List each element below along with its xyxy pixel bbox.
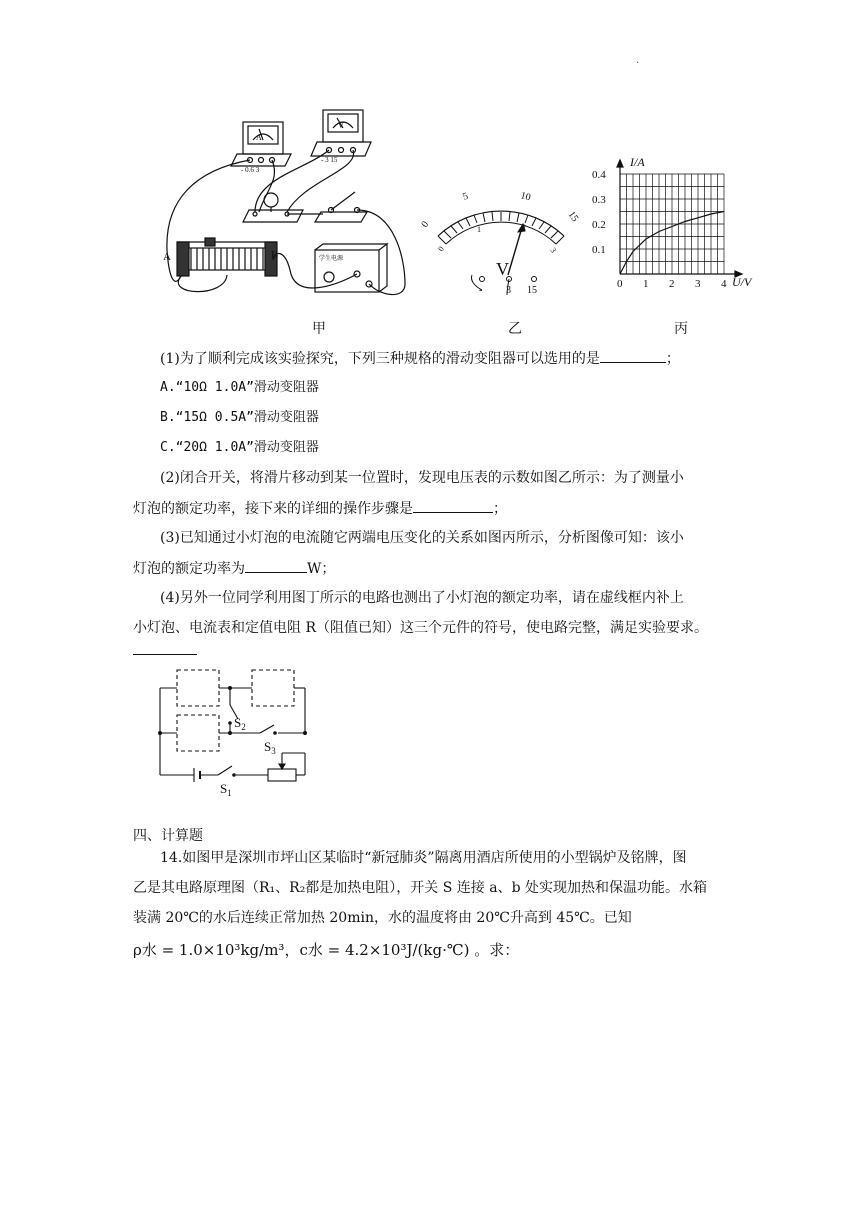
rheostat: [268, 769, 296, 781]
question-3-line-1: (3)已知通过小灯泡的电流随它两端电压变化的关系如图丙所示，分析图像可知：该小: [160, 530, 684, 546]
problem-14-line-3: 装满 20℃的水后连续正常加热 20min，水的温度将由 20℃升高到 45℃。已知: [133, 910, 632, 926]
option-a: A.“10Ω 1.0A”滑动变阻器: [160, 380, 319, 395]
terminal-minus: -: [479, 285, 483, 296]
formula-c: c水 = 4.2×10³J/(kg·℃): [299, 941, 470, 959]
figure-ding-circuit: [150, 665, 320, 800]
outer-tick-0: 0: [419, 219, 432, 230]
caption-yi: 乙: [508, 321, 522, 337]
inner-tick-0: 0: [436, 244, 446, 254]
voltmeter-scale: - 3 15: [321, 156, 338, 164]
question-3-line-2: 灯泡的额定功率为 W；: [133, 558, 335, 579]
dashed-box-2: [252, 670, 294, 706]
y-axis-label: I/A: [630, 155, 645, 169]
voltmeter-symbol: V: [338, 121, 344, 130]
answer-blank-1[interactable]: [600, 348, 666, 363]
ammeter-symbol: A: [256, 133, 262, 142]
x-tick-label: 0: [617, 278, 623, 290]
label-s2: $S_2$: [234, 715, 246, 732]
answer-blank-2[interactable]: [413, 498, 493, 513]
switch-s3: [260, 725, 274, 733]
answer-blank-3[interactable]: [245, 558, 307, 573]
x-axis-label: U/V: [732, 275, 752, 289]
question-2-line-1: (2)闭合开关，将滑片移动到某一位置时，发现电压表的示数如图乙所示：为了测量小: [160, 470, 684, 486]
problem-14-line-1: 14.如图甲是深圳市坪山区某临时“新冠肺炎”隔离用酒店所使用的小型锅炉及铭牌，图: [160, 850, 687, 866]
inner-tick-1: 1: [477, 225, 481, 234]
answer-blank-4[interactable]: [133, 654, 197, 655]
inner-tick-2: 2: [522, 223, 526, 232]
outer-tick-5: 5: [461, 190, 470, 203]
caption-jia: 甲: [312, 321, 326, 337]
y-tick-label: 0.1: [592, 244, 606, 256]
junction-dot: [158, 731, 162, 735]
label-A: A: [163, 251, 171, 263]
ammeter-scale: - 0.6 3: [241, 166, 260, 174]
junction-dot: [228, 686, 232, 690]
bulb-board: [243, 210, 303, 222]
label-s1: $S_1$: [220, 781, 232, 798]
question-4-line-1: (4)另外一位同学利用图丁所示的电路也测出了小灯泡的额定功率，请在虚线框内补上: [160, 590, 684, 606]
formula-rho: ρ水 = 1.0×10³kg/m³: [133, 941, 285, 959]
ammeter-body: [243, 122, 283, 154]
junction-dot: [303, 731, 307, 735]
y-tick-label: 0.4: [592, 169, 606, 181]
wire: [259, 160, 275, 212]
y-tick-label: 0.2: [592, 219, 606, 231]
x-tick-label: 4: [721, 278, 727, 290]
switch-s1: [218, 766, 232, 775]
caption-bing: 丙: [674, 321, 688, 337]
section-4-heading: 四、计算题: [133, 828, 203, 844]
outer-tick-15: 15: [565, 209, 581, 224]
question-2-line-2: 灯泡的额定功率，接下来的详细的操作步骤是 ；: [133, 498, 507, 519]
terminal-15: 15: [527, 285, 537, 296]
figure-yi-voltmeter-dial: [412, 180, 592, 305]
option-c: C.“20Ω 1.0A”滑动变阻器: [160, 440, 319, 455]
label-B: B: [271, 249, 279, 261]
supply-label: 学生电源: [319, 256, 344, 262]
option-b: B.“15Ω 0.5A”滑动变阻器: [160, 410, 319, 425]
dashed-box-1: [177, 670, 219, 706]
wire: [357, 210, 405, 295]
dial-arc-inner: [446, 222, 556, 244]
question-4-line-2: 小灯泡、电流表和定值电阻 R（阻值已知）这三个元件的符号，使电路完整，满足实验要求。: [133, 620, 708, 636]
question-1: (1)为了顺利完成该实验探究，下列三种规格的滑动变阻器可以选用的是 ；: [160, 348, 680, 369]
ammeter-dial: [248, 126, 278, 144]
stray-dot: ·: [636, 58, 640, 69]
given-formulas: ρ水 = 1.0×10³kg/m³，c水 = 4.2×10³J/(kg·℃) 。求：: [133, 941, 520, 959]
inner-tick-3: 3: [548, 245, 559, 255]
x-tick-label: 1: [643, 278, 649, 290]
label-s3: $S_3$: [264, 739, 276, 756]
x-tick-label: 2: [669, 278, 675, 290]
junction-dot: [228, 731, 232, 735]
terminal-3: 3: [506, 285, 511, 296]
problem-14-line-2: 乙是其电路原理图（R₁、R₂都是加热电阻），开关 S 连接 a、b 处实现加热和保温功能。水箱: [133, 880, 708, 896]
figure-jia-apparatus: [155, 100, 415, 315]
dial-unit: V: [496, 259, 509, 279]
y-tick-label: 0.3: [592, 194, 606, 206]
figure-bing-chart: [590, 152, 760, 292]
dashed-box-3: [177, 715, 219, 751]
wire: [255, 150, 329, 212]
x-tick-label: 3: [695, 278, 701, 290]
outer-tick-10: 10: [519, 190, 532, 204]
wire: [178, 275, 227, 292]
